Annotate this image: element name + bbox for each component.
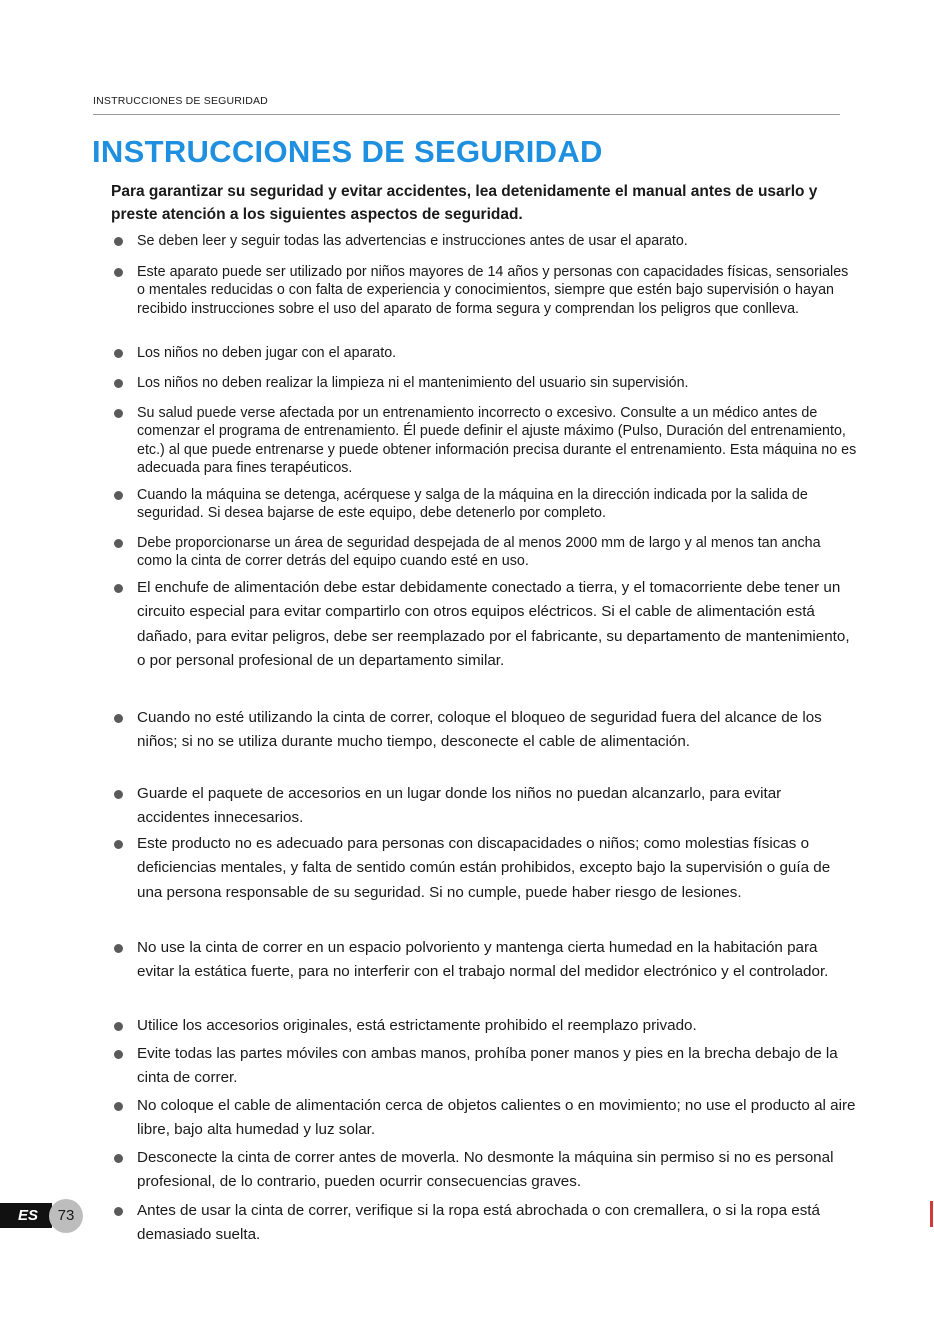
bullet-icon <box>114 944 123 953</box>
bullet-icon <box>114 1050 123 1059</box>
list-item-text: Su salud puede verse afectada por un entrenamiento incorrecto o excesivo. Consulte a un médico antes de comenzar el programa de entrenamiento. Él puede definir el ajuste máximo (Pulso, Duración del entrenamiento, etc.) al que puede entrenarse y puede obtener información precisa durante el entrenamiento. Esta máquina no es adecuada para fines terapéuticos. <box>137 405 857 477</box>
bullet-icon <box>114 840 123 849</box>
bullet-icon <box>114 584 123 593</box>
list-item-text: Guarde el paquete de accesorios en un lugar donde los niños no puedan alcanzarlo, para evitar accidentes innecesarios. <box>137 785 782 827</box>
edge-marker <box>930 1201 933 1227</box>
page-title: INSTRUCCIONES DE SEGURIDAD <box>92 134 603 169</box>
running-header: INSTRUCCIONES DE SEGURIDAD <box>93 95 268 107</box>
intro-paragraph: Para garantizar su seguridad y evitar accidentes, lea detenidamente el manual antes de usarlo y preste atención a los siguientes aspectos de seguridad. <box>111 183 818 223</box>
list-item-text: Los niños no deben realizar la limpieza ni el mantenimiento del usuario sin supervisión. <box>137 375 689 391</box>
bullet-icon <box>114 539 123 548</box>
list-item-text: Utilice los accesorios originales, está estrictamente prohibido el reemplazo privado. <box>137 1017 697 1034</box>
bullet-icon <box>114 268 123 277</box>
bullet-icon <box>114 491 123 500</box>
list-item-text: Desconecte la cinta de correr antes de moverla. No desmonte la máquina sin permiso si no es personal profesional, de lo contrario, pueden ocurrir consecuencias graves. <box>137 1149 834 1191</box>
list-item-text: Este producto no es adecuado para personas con discapacidades o niños; como molestias físicas o deficiencias mentales, y falta de sentido común están prohibidos, excepto bajo la supervisión o guía de una persona responsable de su seguridad. Si no cumple, puede haber riesgo de lesiones. <box>137 835 831 901</box>
list-item-text: No use la cinta de correr en un espacio polvoriento y mantenga cierta humedad en la habitación para evitar la estática fuerte, para no interferir con el trabajo normal del medidor electrónico y el controlador. <box>137 939 829 981</box>
list-item-text: Debe proporcionarse un área de seguridad despejada de al menos 2000 mm de largo y al menos tan ancha como la cinta de correr detrás del equipo cuando esté en uso. <box>137 535 821 570</box>
language-tab: ES <box>0 1203 52 1228</box>
bullet-icon <box>114 714 123 723</box>
list-item-text: Evite todas las partes móviles con ambas manos, prohíba poner manos y pies en la brecha debajo de la cinta de correr. <box>137 1045 838 1087</box>
list-item-text: Cuando la máquina se detenga, acérquese y salga de la máquina en la dirección indicada por la salida de seguridad. Si desea bajarse de este equipo, debe detenerlo por completo. <box>137 487 808 522</box>
header-divider <box>93 114 840 115</box>
list-item-text: Cuando no esté utilizando la cinta de correr, coloque el bloqueo de seguridad fuera del alcance de los niños; si no se utiliza durante mucho tiempo, desconecte el cable de alimentación. <box>137 709 822 751</box>
list-item-text: El enchufe de alimentación debe estar debidamente conectado a tierra, y el tomacorriente debe tener un circuito especial para evitar compartirlo con otros equipos eléctricos. Si el cable de alimentación está dañado, para evitar peligros, debe ser reemplazado por el fabricante, su departamento de mantenimiento, o por personal profesional de un departamento similar. <box>137 579 850 670</box>
bullet-icon <box>114 349 123 358</box>
bullet-icon <box>114 1022 123 1031</box>
list-item-text: Los niños no deben jugar con el aparato. <box>137 345 397 361</box>
bullet-icon <box>114 1154 123 1163</box>
list-item-text: No coloque el cable de alimentación cerca de objetos calientes o en movimiento; no use el producto al aire libre, bajo alta humedad y luz solar. <box>137 1097 856 1139</box>
page-number: 73 <box>49 1199 83 1233</box>
bullet-icon <box>114 409 123 418</box>
bullet-icon <box>114 237 123 246</box>
list-item-text: Este aparato puede ser utilizado por niños mayores de 14 años y personas con capacidades físicas, sensoriales o mentales reducidas o con falta de experiencia y conocimientos, siempre que estén bajo supervisión o hayan recibido instrucciones sobre el uso del aparato de forma segura y comprendan los peligros que conlleva. <box>137 264 849 317</box>
list-item-text: Antes de usar la cinta de correr, verifique si la ropa está abrochada o con cremallera, o si la ropa está demasiado suelta. <box>137 1202 820 1244</box>
list-item-text: Se deben leer y seguir todas las advertencias e instrucciones antes de usar el aparato. <box>137 233 688 249</box>
bullet-icon <box>114 790 123 799</box>
bullet-icon <box>114 1207 123 1216</box>
bullet-icon <box>114 379 123 388</box>
bullet-icon <box>114 1102 123 1111</box>
